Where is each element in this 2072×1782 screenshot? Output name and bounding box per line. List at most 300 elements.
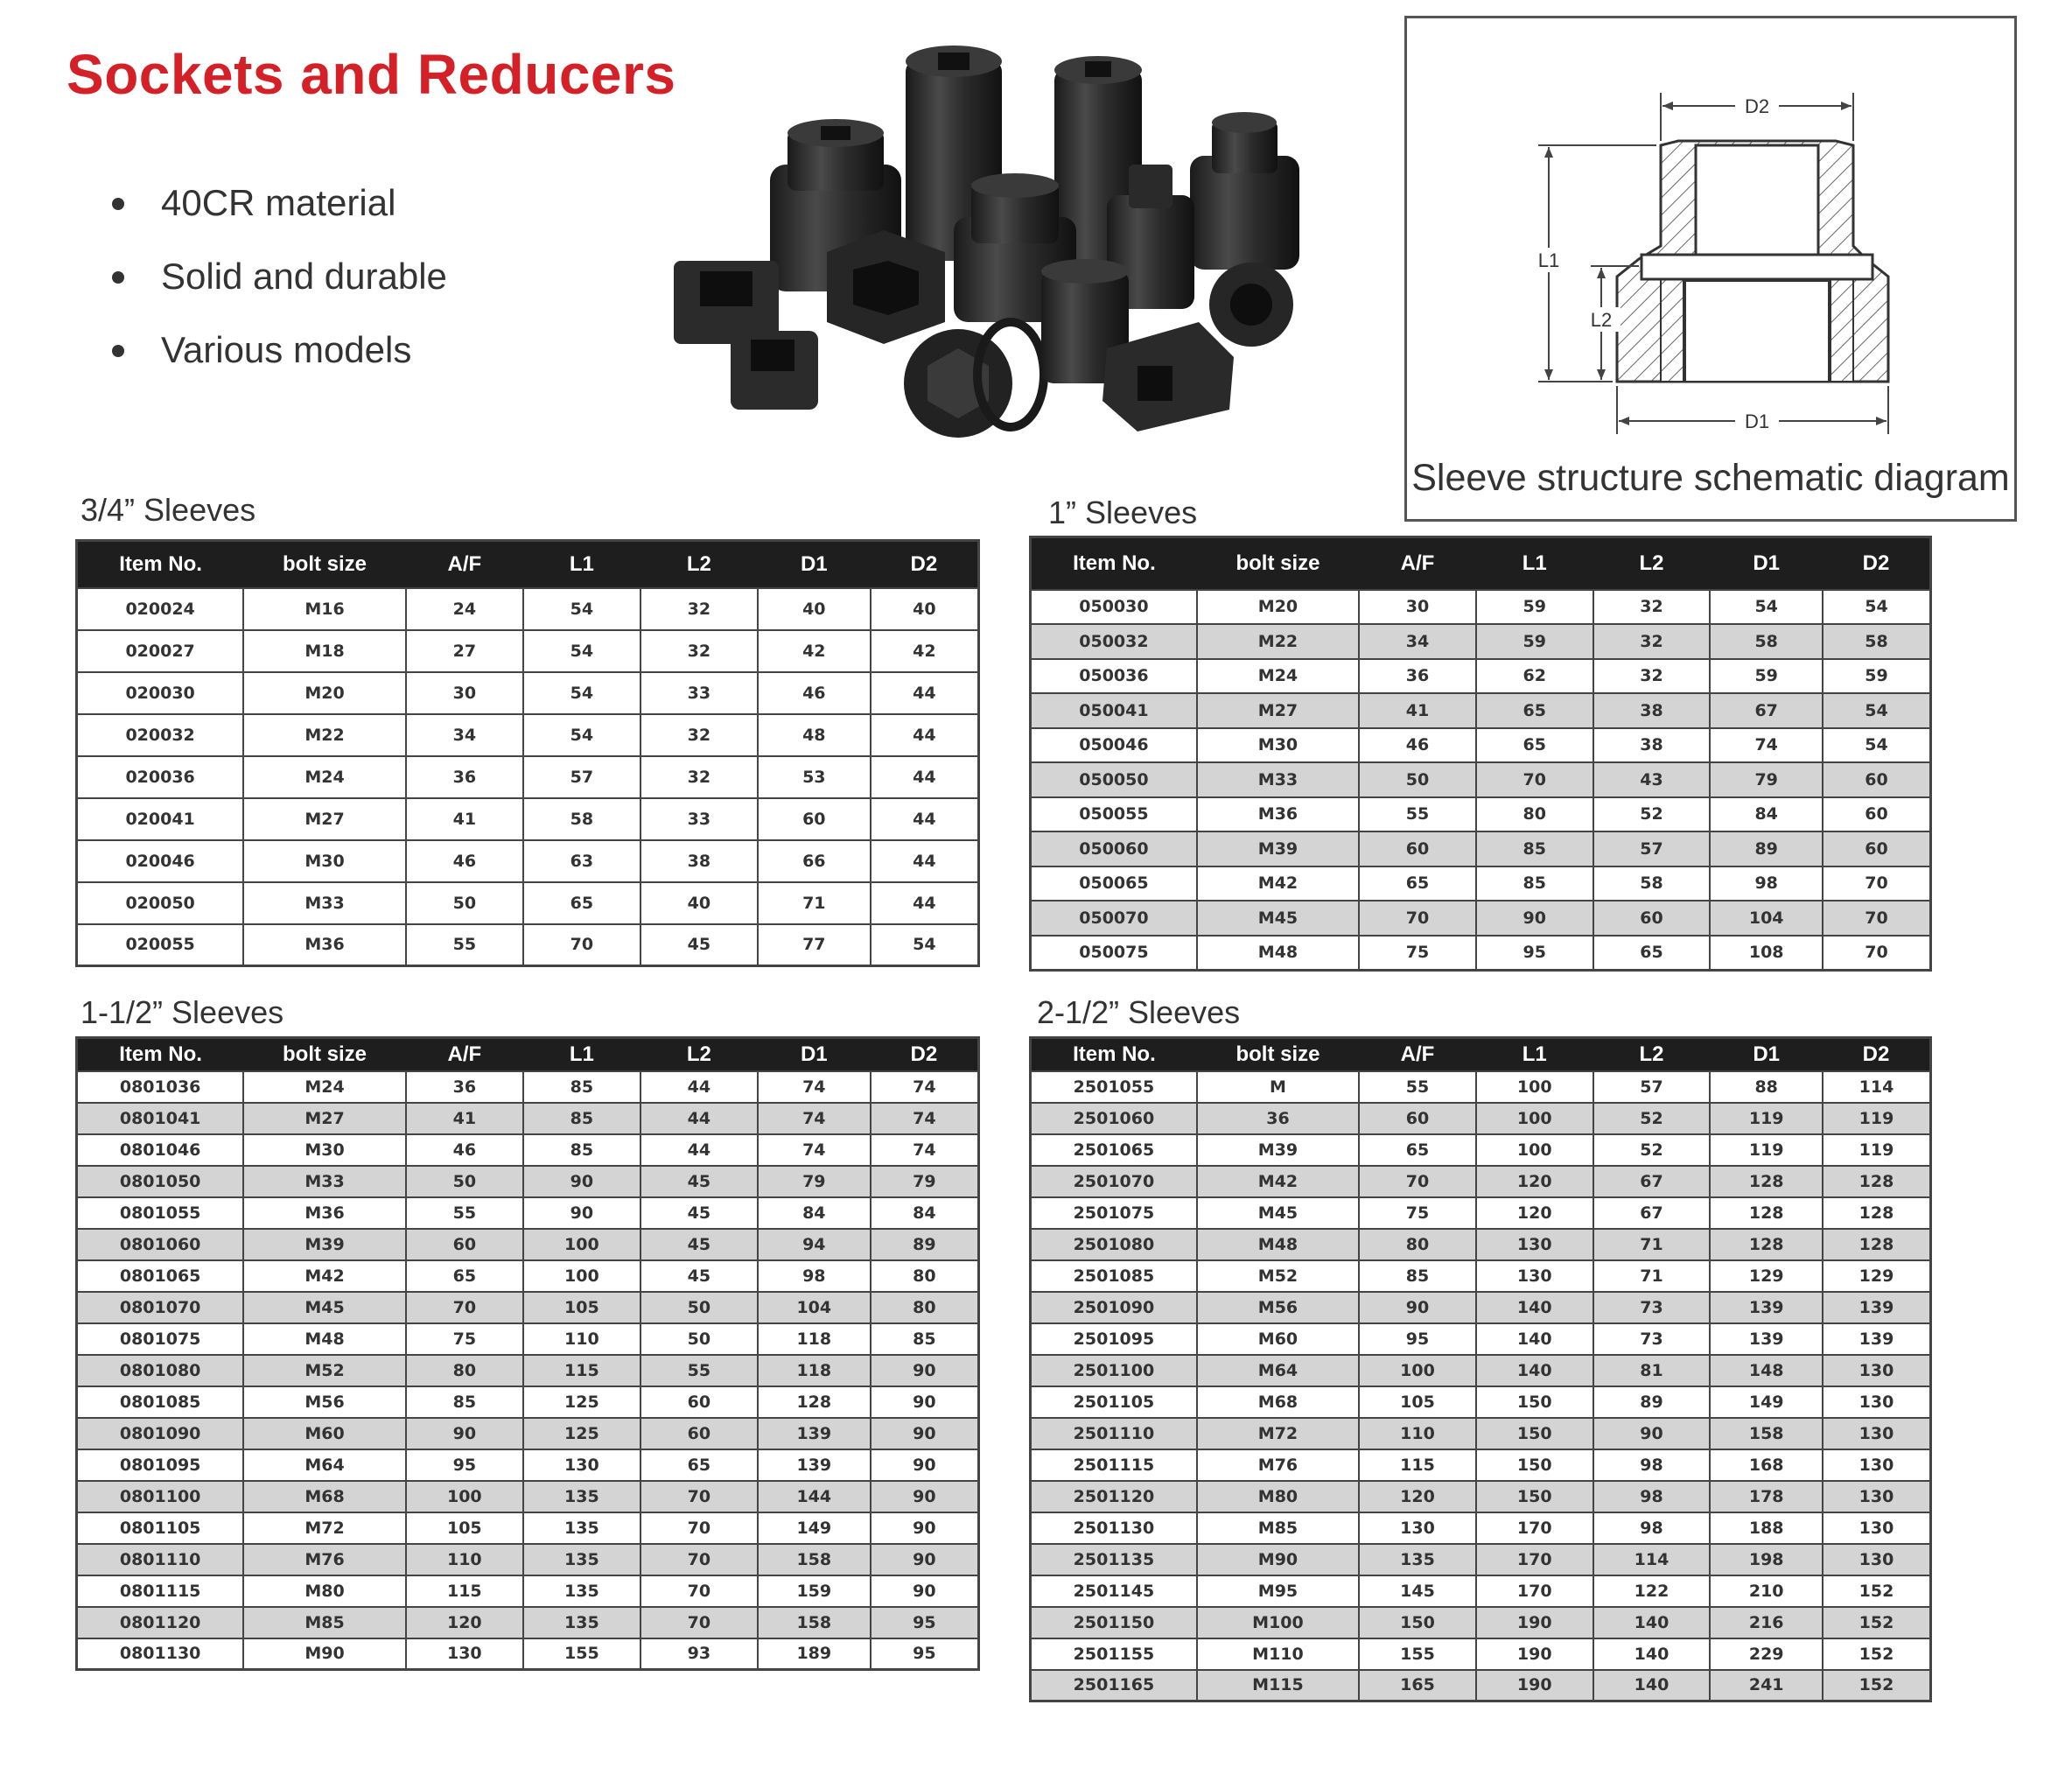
table-cell: 050055 (1031, 797, 1197, 832)
table-cell: 2501075 (1031, 1197, 1197, 1229)
table-row (77, 1134, 979, 1166)
table-cell: 44 (871, 798, 979, 840)
table-cell: 140 (1476, 1355, 1593, 1386)
table-cell: 130 (1823, 1418, 1931, 1449)
table-cell: 62 (1476, 659, 1593, 694)
table-cell: 32 (640, 756, 758, 798)
table-cell: 54 (1823, 693, 1931, 728)
column-header: D1 (1710, 537, 1823, 590)
table-cell: 90 (1476, 901, 1593, 936)
table-cell: 98 (1593, 1481, 1711, 1512)
table-cell: 32 (640, 630, 758, 672)
table-cell: 128 (1823, 1166, 1931, 1197)
table-cell: 050050 (1031, 762, 1197, 797)
table-cell: 0801105 (77, 1512, 244, 1544)
table-cell: 70 (640, 1481, 758, 1512)
table-row (1031, 866, 1931, 902)
table-cell: 80 (406, 1355, 523, 1386)
table-cell: 100 (1359, 1355, 1476, 1386)
table-cell: 58 (1593, 866, 1711, 902)
bullet-icon (112, 345, 124, 357)
l1-label: L1 (1537, 249, 1560, 271)
table-cell: 54 (1823, 728, 1931, 763)
table-row (77, 672, 979, 714)
table-cell: 41 (406, 1103, 523, 1134)
table-cell: 53 (758, 756, 871, 798)
table-cell: 38 (640, 840, 758, 882)
table-header-row (77, 541, 979, 588)
table-cell: 130 (1476, 1229, 1593, 1260)
feature-item: Various models (105, 322, 447, 396)
table-cell: 020027 (77, 630, 244, 672)
table-cell: 57 (1593, 831, 1711, 866)
table-cell: 74 (871, 1071, 979, 1103)
table-cell: 40 (640, 882, 758, 924)
table-cell: M33 (243, 882, 406, 924)
table-cell: 65 (406, 1260, 523, 1292)
table-cell: 165 (1359, 1670, 1476, 1701)
table-cell: 145 (1359, 1575, 1476, 1607)
table-cell: 150 (1476, 1449, 1593, 1481)
table-cell: 020050 (77, 882, 244, 924)
column-header: A/F (406, 541, 523, 588)
table-cell: M72 (1197, 1418, 1359, 1449)
table-cell: 41 (406, 798, 523, 840)
section-title-2-1-2: 2-1/2” Sleeves (1037, 994, 1241, 1030)
table-cell: 60 (1823, 797, 1931, 832)
table-row (77, 1355, 979, 1386)
table-cell: 75 (406, 1323, 523, 1355)
table-cell: 135 (1359, 1544, 1476, 1575)
table-cell: 128 (1710, 1166, 1823, 1197)
table-cell: 70 (1823, 901, 1931, 936)
table-cell: 54 (523, 714, 640, 756)
column-header: L2 (1593, 1038, 1711, 1071)
table-cell: 150 (1476, 1386, 1593, 1418)
table-row (1031, 728, 1931, 763)
table-cell: 50 (406, 1166, 523, 1197)
table-cell: M45 (1197, 901, 1359, 936)
section-title-3-4: 3/4” Sleeves (80, 492, 256, 528)
table-cell: 210 (1710, 1575, 1823, 1607)
table-cell: 85 (1476, 866, 1593, 902)
table-cell: M36 (243, 1197, 406, 1229)
table-cell: 130 (1476, 1260, 1593, 1292)
table-row (1031, 1134, 1931, 1166)
table-cell: 44 (640, 1071, 758, 1103)
table-cell: 110 (1359, 1418, 1476, 1449)
table-cell: M80 (243, 1575, 406, 1607)
table-cell: 128 (1710, 1229, 1823, 1260)
table-cell: 229 (1710, 1638, 1823, 1670)
table-cell: M22 (243, 714, 406, 756)
table-cell: 34 (406, 714, 523, 756)
table-cell: 75 (1359, 936, 1476, 971)
table-cell: 050075 (1031, 936, 1197, 971)
table-cell: 60 (640, 1386, 758, 1418)
table-cell: 155 (1359, 1638, 1476, 1670)
table-cell: M76 (243, 1544, 406, 1575)
table-row (1031, 1355, 1931, 1386)
table-cell: 45 (640, 1229, 758, 1260)
column-header: Item No. (77, 1038, 244, 1071)
table-cell: 50 (640, 1323, 758, 1355)
table-cell: 050030 (1031, 590, 1197, 625)
table-cell: M36 (243, 924, 406, 966)
table-cell: 42 (758, 630, 871, 672)
table-cell: M68 (243, 1481, 406, 1512)
table-cell: 2501110 (1031, 1418, 1197, 1449)
table-row (77, 588, 979, 630)
column-header: bolt size (1197, 537, 1359, 590)
table-cell: 74 (758, 1103, 871, 1134)
table-cell: 44 (871, 840, 979, 882)
d2-label: D2 (1744, 95, 1770, 117)
table-cell: 67 (1593, 1166, 1711, 1197)
table-cell: 57 (1593, 1071, 1711, 1103)
table-cell: M30 (243, 840, 406, 882)
table-row (77, 924, 979, 966)
table-cell: 0801120 (77, 1607, 244, 1638)
table-cell: 100 (1476, 1134, 1593, 1166)
table-row (1031, 1260, 1931, 1292)
table-cell: 70 (640, 1607, 758, 1638)
table-cell: 139 (758, 1418, 871, 1449)
table-row (1031, 1323, 1931, 1355)
table-cell: 90 (1359, 1292, 1476, 1323)
table-cell: 170 (1476, 1575, 1593, 1607)
table-cell: 140 (1593, 1607, 1711, 1638)
diagram-caption: Sleeve structure schematic diagram (1411, 457, 2010, 499)
table-cell: M68 (1197, 1386, 1359, 1418)
table-cell: 020032 (77, 714, 244, 756)
table-cell: 36 (1359, 659, 1476, 694)
table-cell: 128 (758, 1386, 871, 1418)
column-header: D2 (871, 541, 979, 588)
table-cell: 2501120 (1031, 1481, 1197, 1512)
table-cell: 71 (758, 882, 871, 924)
table-cell: 122 (1593, 1575, 1711, 1607)
table-cell: 74 (758, 1134, 871, 1166)
column-header: Item No. (1031, 1038, 1197, 1071)
column-header: bolt size (243, 541, 406, 588)
table-cell: 45 (640, 1166, 758, 1197)
table-cell: M64 (243, 1449, 406, 1481)
table-cell: 55 (1359, 797, 1476, 832)
table-cell: 152 (1823, 1575, 1931, 1607)
table-cell: 135 (523, 1544, 640, 1575)
table-cell: 30 (406, 672, 523, 714)
table-cell: 44 (640, 1134, 758, 1166)
table-cell: 144 (758, 1481, 871, 1512)
table-cell: 130 (1359, 1512, 1476, 1544)
table-header-row (77, 1038, 979, 1071)
table-cell: 2501155 (1031, 1638, 1197, 1670)
table-cell: 90 (871, 1449, 979, 1481)
table-cell: M39 (243, 1229, 406, 1260)
table-cell: 89 (871, 1229, 979, 1260)
table-cell: 90 (1593, 1418, 1711, 1449)
table-cell: 89 (1593, 1386, 1711, 1418)
table-cell: 190 (1476, 1638, 1593, 1670)
table-cell: 70 (1359, 1166, 1476, 1197)
table-cell: 90 (871, 1418, 979, 1449)
table-cell: 135 (523, 1607, 640, 1638)
table-cell: 90 (523, 1166, 640, 1197)
table-cell: 140 (1476, 1292, 1593, 1323)
table-cell: 050041 (1031, 693, 1197, 728)
table-cell: M60 (243, 1418, 406, 1449)
page-title: Sockets and Reducers (66, 43, 676, 106)
table-cell: 70 (640, 1575, 758, 1607)
table-row (77, 1481, 979, 1512)
table-row (1031, 1386, 1931, 1418)
table-cell: 0801036 (77, 1071, 244, 1103)
table-cell: 46 (758, 672, 871, 714)
table-cell: 58 (1710, 624, 1823, 659)
table-cell: 159 (758, 1575, 871, 1607)
table-cell: 30 (1359, 590, 1476, 625)
column-header: D1 (758, 541, 871, 588)
table-row (77, 1449, 979, 1481)
table-cell: 2501060 (1031, 1103, 1197, 1134)
table-cell: 45 (640, 1260, 758, 1292)
table-cell: 0801060 (77, 1229, 244, 1260)
table-cell: 85 (1476, 831, 1593, 866)
table-cell: 119 (1823, 1103, 1931, 1134)
table-cell: 95 (871, 1638, 979, 1670)
table-row (1031, 831, 1931, 866)
table-cell: 38 (1593, 693, 1711, 728)
column-header: A/F (1359, 1038, 1476, 1071)
table-cell: M39 (1197, 831, 1359, 866)
table-cell: M24 (243, 756, 406, 798)
table-cell: 89 (1710, 831, 1823, 866)
table-cell: 60 (1823, 831, 1931, 866)
table-row (77, 1512, 979, 1544)
table-cell: M45 (243, 1292, 406, 1323)
table-cell: 44 (640, 1103, 758, 1134)
table-cell: 189 (758, 1638, 871, 1670)
table-cell: 139 (1823, 1292, 1931, 1323)
table-cell: 150 (1359, 1607, 1476, 1638)
table-cell: 65 (1593, 936, 1711, 971)
table-cell: 84 (758, 1197, 871, 1229)
table-cell: 139 (758, 1449, 871, 1481)
table-cell: 152 (1823, 1670, 1931, 1701)
table-cell: 114 (1593, 1544, 1711, 1575)
table-cell: M60 (1197, 1323, 1359, 1355)
table-cell: 0801130 (77, 1638, 244, 1670)
table-cell: 130 (1823, 1449, 1931, 1481)
table-cell: 70 (1359, 901, 1476, 936)
table-row (77, 882, 979, 924)
column-header: L2 (640, 1038, 758, 1071)
table-cell: 0801046 (77, 1134, 244, 1166)
table-cell: 2501085 (1031, 1260, 1197, 1292)
table-cell: 33 (640, 672, 758, 714)
table-cell: 120 (1476, 1197, 1593, 1229)
table-cell: 79 (1710, 762, 1823, 797)
table-row (1031, 1449, 1931, 1481)
table-cell: 129 (1710, 1260, 1823, 1292)
table-cell: 80 (1476, 797, 1593, 832)
table-cell: 100 (1476, 1103, 1593, 1134)
table-cell: 44 (871, 882, 979, 924)
table-cell: 149 (1710, 1386, 1823, 1418)
table-cell: 63 (523, 840, 640, 882)
table-cell: M95 (1197, 1575, 1359, 1607)
table-cell: 40 (758, 588, 871, 630)
table-cell: 48 (758, 714, 871, 756)
table-row (77, 1544, 979, 1575)
table-cell: 70 (1823, 936, 1931, 971)
table-row (77, 1260, 979, 1292)
table-cell: 104 (758, 1292, 871, 1323)
table-cell: 0801110 (77, 1544, 244, 1575)
table-cell: 73 (1593, 1323, 1711, 1355)
table-cell: M90 (243, 1638, 406, 1670)
table-cell: 135 (523, 1481, 640, 1512)
table-cell: 80 (1359, 1229, 1476, 1260)
table-cell: 45 (640, 924, 758, 966)
bullet-icon (112, 271, 124, 284)
table-row (77, 1418, 979, 1449)
table-cell: 85 (523, 1071, 640, 1103)
table-cell: 140 (1593, 1670, 1711, 1701)
table-row (77, 756, 979, 798)
table-cell: 0801085 (77, 1386, 244, 1418)
table-cell: 2501150 (1031, 1607, 1197, 1638)
feature-item: Solid and durable (105, 249, 447, 322)
table-cell: 32 (1593, 590, 1711, 625)
table-cell: 2501145 (1031, 1575, 1197, 1607)
table-row (77, 798, 979, 840)
table-cell: 74 (1710, 728, 1823, 763)
table-cell: M56 (1197, 1292, 1359, 1323)
table-cell: 55 (406, 924, 523, 966)
section-title-1-1-2: 1-1/2” Sleeves (80, 994, 284, 1030)
table-cell: 128 (1710, 1197, 1823, 1229)
table-cell: 129 (1823, 1260, 1931, 1292)
table-cell: 70 (640, 1544, 758, 1575)
table-cell: M20 (243, 672, 406, 714)
table-cell: 54 (523, 588, 640, 630)
table-row (77, 840, 979, 882)
table-cell: 54 (1710, 590, 1823, 625)
table-cell: 125 (523, 1418, 640, 1449)
table-cell: 44 (871, 672, 979, 714)
table-cell: 0801065 (77, 1260, 244, 1292)
table-row (1031, 901, 1931, 936)
table-cell: 95 (1359, 1323, 1476, 1355)
table-cell: 60 (1359, 831, 1476, 866)
table-cell: 36 (406, 756, 523, 798)
table-cell: 98 (1710, 866, 1823, 902)
table-cell: 115 (523, 1355, 640, 1386)
table-row (1031, 797, 1931, 832)
table-cell: 74 (871, 1134, 979, 1166)
table-cell: 70 (640, 1512, 758, 1544)
table-cell: 050070 (1031, 901, 1197, 936)
table-cell: 0801050 (77, 1166, 244, 1197)
table-cell: M39 (1197, 1134, 1359, 1166)
table-cell: 198 (1710, 1544, 1823, 1575)
table-cell: M27 (243, 1103, 406, 1134)
table-cell: 170 (1476, 1512, 1593, 1544)
table-row (77, 1166, 979, 1197)
table-cell: 41 (1359, 693, 1476, 728)
product-photo (665, 42, 1321, 453)
table-cell: M24 (1197, 659, 1359, 694)
table-cell: M110 (1197, 1638, 1359, 1670)
table-row (77, 630, 979, 672)
table-cell: 85 (406, 1386, 523, 1418)
table-row (77, 1103, 979, 1134)
table-cell: 152 (1823, 1638, 1931, 1670)
table-cell: 2501165 (1031, 1670, 1197, 1701)
table-cell: 60 (1593, 901, 1711, 936)
table-cell: M36 (1197, 797, 1359, 832)
table-cell: 60 (1823, 762, 1931, 797)
table-cell: 60 (640, 1418, 758, 1449)
bullet-icon (112, 198, 124, 210)
table-cell: 0801115 (77, 1575, 244, 1607)
column-header: D2 (1823, 537, 1931, 590)
table-cell: 2501130 (1031, 1512, 1197, 1544)
table-header-row (1031, 1038, 1931, 1071)
column-header: L1 (523, 541, 640, 588)
table-cell: 0801070 (77, 1292, 244, 1323)
table-cell: M90 (1197, 1544, 1359, 1575)
table-row (1031, 1575, 1931, 1607)
table-cell: 54 (1823, 590, 1931, 625)
table-row (1031, 1512, 1931, 1544)
table-cell: 130 (1823, 1355, 1931, 1386)
table-cell: 90 (871, 1544, 979, 1575)
table-cell: 119 (1823, 1134, 1931, 1166)
table-cell: 110 (523, 1323, 640, 1355)
table-cell: M45 (1197, 1197, 1359, 1229)
table-cell: 149 (758, 1512, 871, 1544)
table-row (77, 1607, 979, 1638)
table-cell: 36 (406, 1071, 523, 1103)
table-row (77, 1575, 979, 1607)
table-cell: 55 (1359, 1071, 1476, 1103)
sleeves-table-2-1-2 (1029, 1036, 1932, 1702)
table-cell: 130 (523, 1449, 640, 1481)
table-cell: 81 (1593, 1355, 1711, 1386)
table-cell: 59 (1476, 590, 1593, 625)
table-cell: 52 (1593, 1134, 1711, 1166)
table-cell: 70 (523, 924, 640, 966)
table-cell: 115 (406, 1575, 523, 1607)
table-cell: M76 (1197, 1449, 1359, 1481)
table-cell: 90 (406, 1418, 523, 1449)
table-cell: 188 (1710, 1512, 1823, 1544)
table-cell: 0801075 (77, 1323, 244, 1355)
table-cell: 75 (1359, 1197, 1476, 1229)
table-row (1031, 1418, 1931, 1449)
l2-label: L2 (1590, 309, 1613, 331)
table-row (1031, 1229, 1931, 1260)
table-cell: 2501080 (1031, 1229, 1197, 1260)
table-cell: 50 (640, 1292, 758, 1323)
column-header: D1 (1710, 1038, 1823, 1071)
table-cell: 020046 (77, 840, 244, 882)
table-cell: 2501115 (1031, 1449, 1197, 1481)
table-row (77, 1197, 979, 1229)
